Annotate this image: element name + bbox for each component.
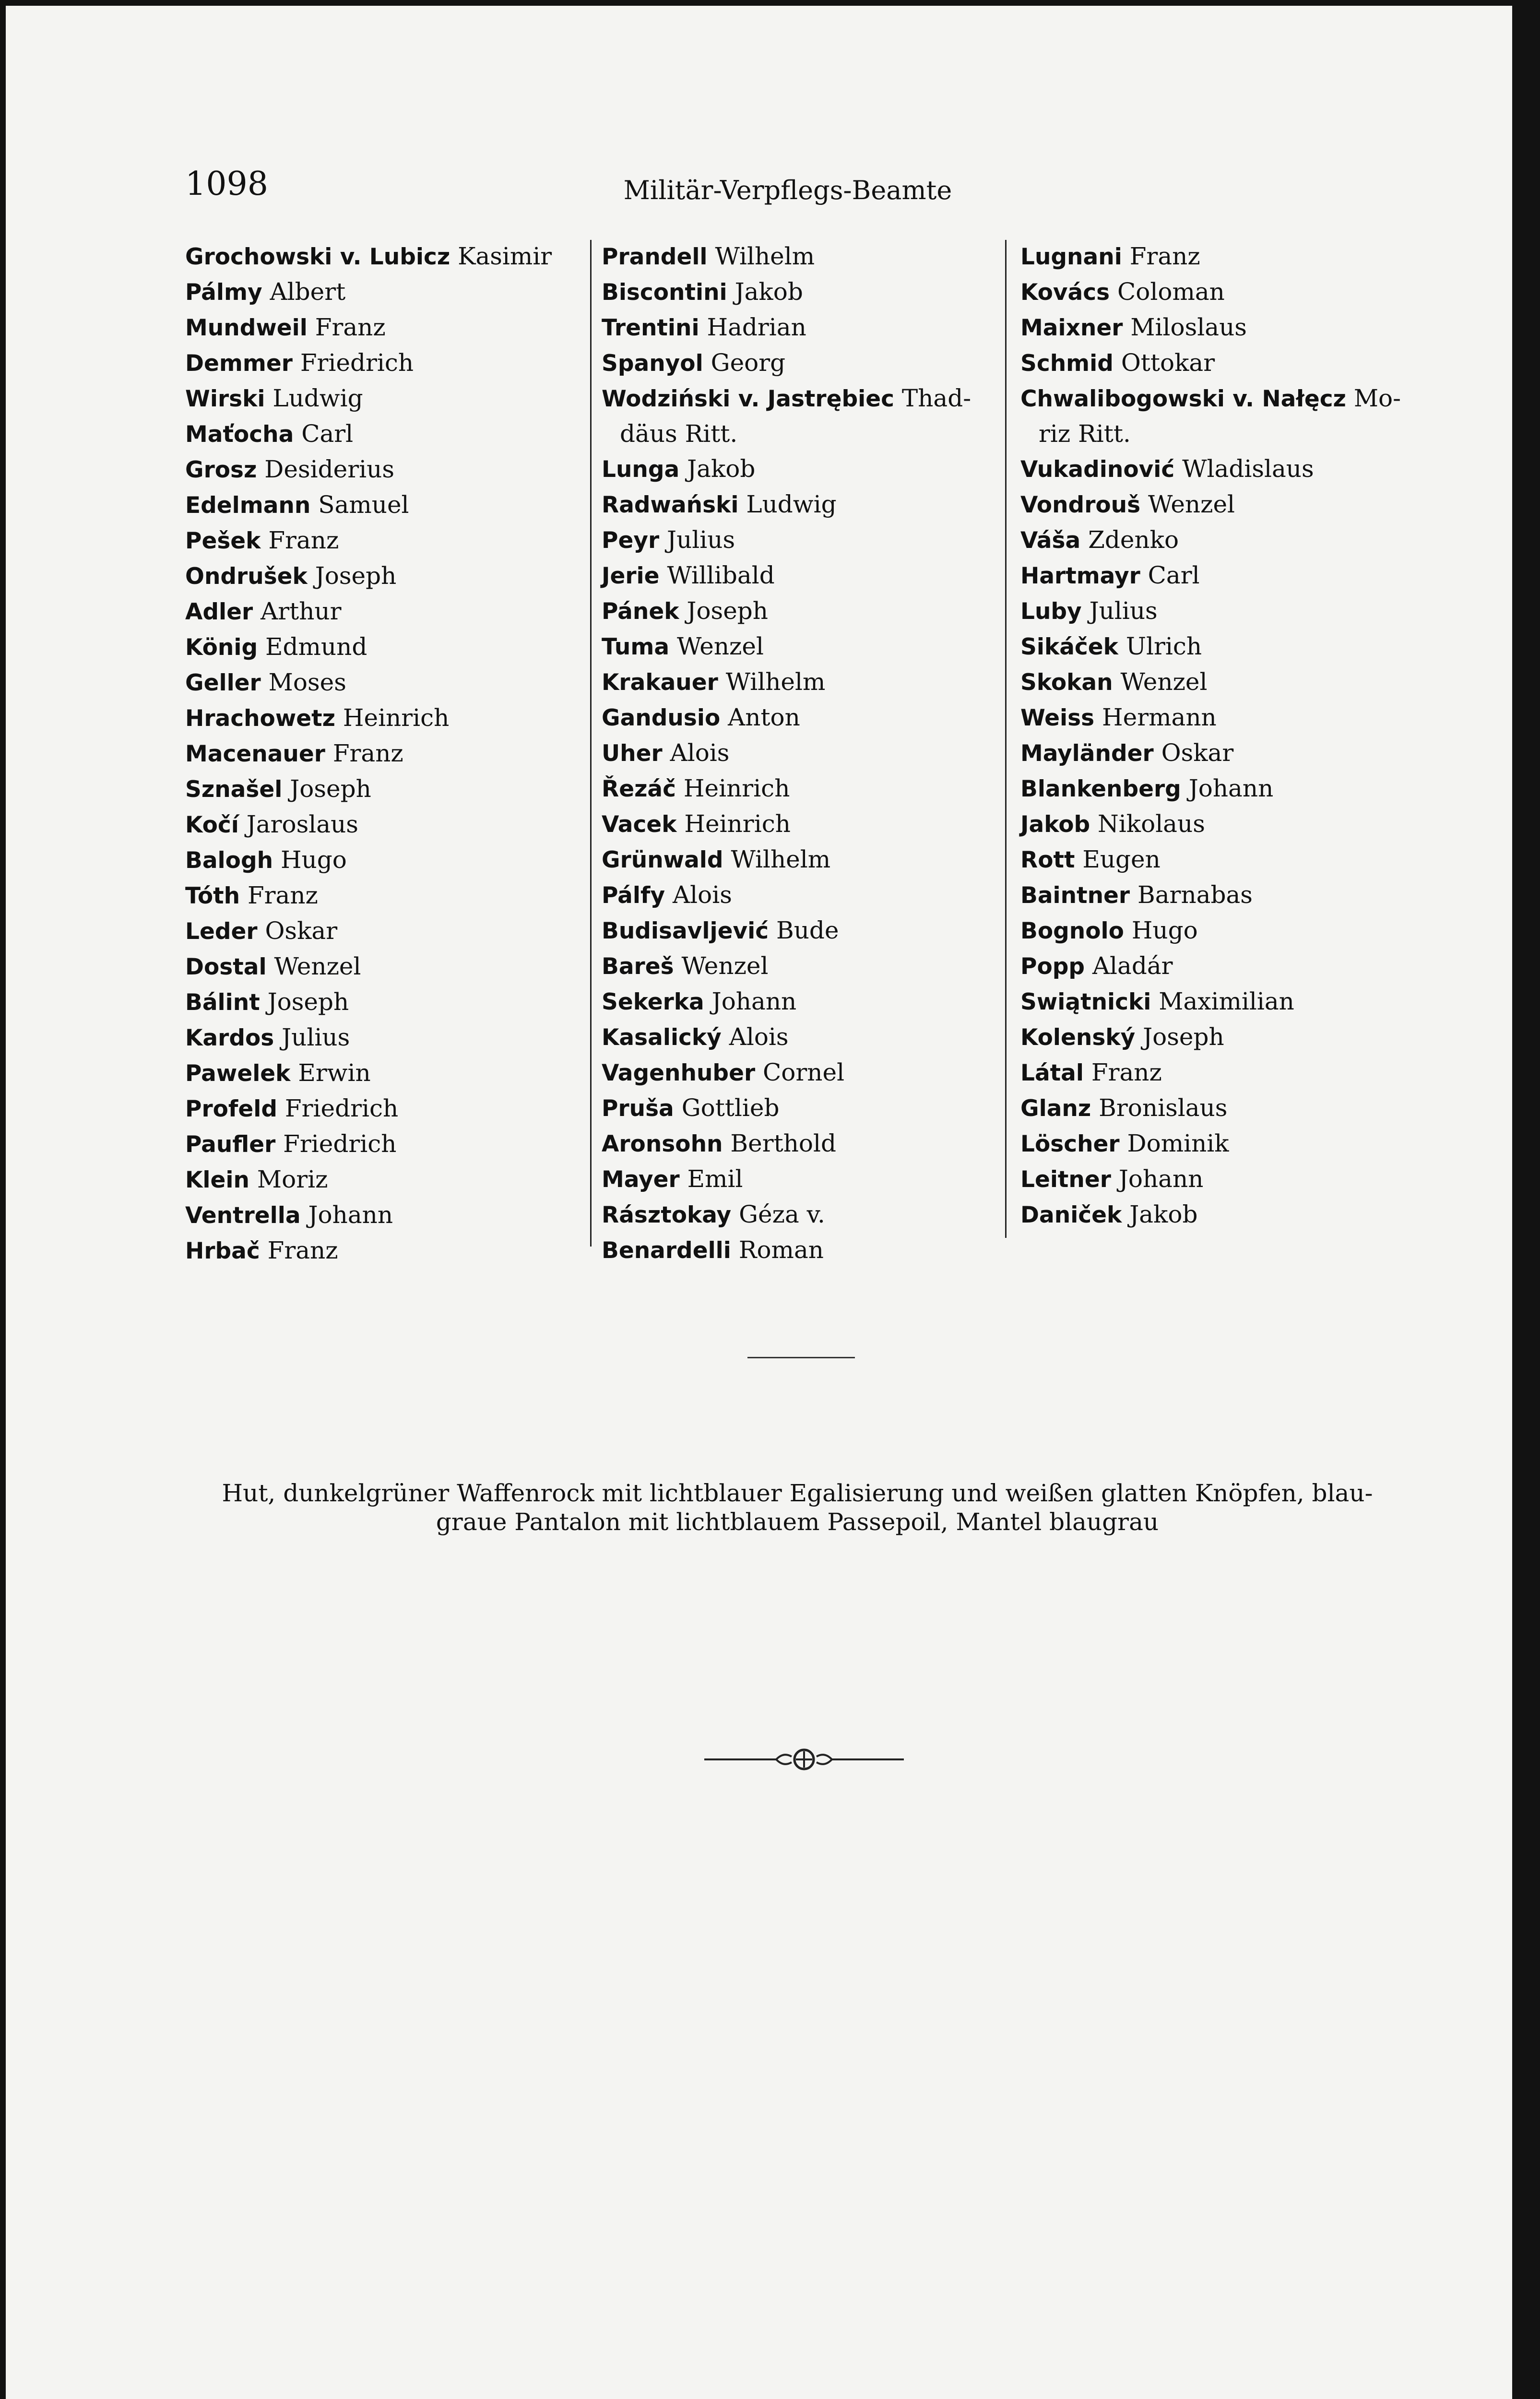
surname: Spanyol [602, 350, 703, 377]
list-item [185, 1127, 588, 1162]
given-name: Hadrian [707, 313, 806, 341]
surname: Kasalický [602, 1024, 722, 1051]
surname: Wodziński v. Jastrębiec [602, 386, 894, 412]
list-item [602, 451, 1005, 487]
given-name: Wilhelm [725, 668, 826, 696]
surname: Löscher [1020, 1131, 1120, 1157]
surname: Tóth [185, 883, 240, 909]
given-name: Wenzel [676, 632, 764, 660]
list-item [602, 913, 1005, 949]
surname: Dostal [185, 954, 267, 980]
given-name: Joseph [267, 988, 349, 1016]
list-item [185, 523, 588, 558]
given-name: Dominik [1127, 1129, 1229, 1157]
list-item [185, 629, 588, 665]
list-item [1020, 381, 1433, 416]
list-item [1020, 345, 1433, 381]
given-name: Wenzel [274, 952, 361, 980]
given-name: Wilhelm [715, 242, 815, 270]
given-name: Wilhelm [731, 845, 831, 873]
surname: Vacek [602, 811, 677, 838]
list-item [602, 1091, 1005, 1126]
given-name: Samuel [318, 491, 409, 519]
list-item [185, 772, 588, 807]
given-name: Oskar [1161, 739, 1234, 767]
given-name: Franz [1091, 1058, 1162, 1086]
given-name: Anton [728, 703, 800, 731]
page-number: 1098 [185, 165, 269, 203]
list-item [602, 665, 1005, 700]
surname: König [185, 634, 258, 661]
given-name: Carl [301, 420, 354, 448]
list-item [185, 985, 588, 1020]
given-name: Ottokar [1121, 349, 1215, 377]
surname: Vukadinović [1020, 456, 1175, 483]
given-name: Edmund [265, 633, 367, 661]
list-item [185, 1020, 588, 1056]
given-name: Wenzel [1120, 668, 1208, 696]
list-item [185, 381, 588, 416]
list-item [602, 487, 1005, 523]
surname: Rott [1020, 847, 1075, 873]
column-rule-right [1005, 240, 1007, 1238]
surname: Peyr [602, 527, 660, 554]
given-name: Joseph [315, 562, 397, 590]
surname: Wirski [185, 386, 265, 412]
surname: Demmer [185, 350, 293, 377]
list-item [1020, 310, 1433, 345]
list-item [602, 1197, 1005, 1233]
document-page [6, 6, 1512, 2399]
uniform-description-line-1: Hut, dunkelgrüner Waffenrock mit lichtblauer Egalisierung und weißen glatten Knöpfen, blau- [222, 1479, 1373, 1507]
list-item [185, 843, 588, 878]
surname: Látal [1020, 1060, 1084, 1086]
surname: Swiątnicki [1020, 989, 1151, 1015]
list-item [185, 558, 588, 594]
surname: Krakauer [602, 669, 718, 696]
list-item [602, 949, 1005, 984]
surname: Vagenhuber [602, 1060, 756, 1086]
list-item [602, 629, 1005, 665]
given-name: Georg [711, 349, 786, 377]
surname: Bálint [185, 989, 260, 1016]
given-name: Franz [247, 881, 318, 909]
given-name: Franz [267, 1236, 338, 1264]
ornament-icon [704, 1743, 904, 1776]
list-item [185, 807, 588, 843]
surname: Paufler [185, 1131, 276, 1158]
list-item [1020, 700, 1433, 736]
given-name: Hugo [1131, 916, 1198, 944]
surname: Bareš [602, 953, 674, 980]
given-name: Cornel [763, 1058, 845, 1086]
given-name: Julius [667, 526, 735, 554]
list-item [1020, 984, 1433, 1020]
list-item [602, 1162, 1005, 1197]
list-item [1020, 451, 1433, 487]
list-item [602, 523, 1005, 558]
surname: Kočí [185, 812, 239, 838]
given-name: Barnabas [1137, 881, 1253, 909]
surname: Leitner [1020, 1166, 1111, 1193]
list-item [602, 771, 1005, 807]
given-name: Oskar [265, 917, 338, 945]
name-column-2 [602, 239, 1005, 1268]
given-name: Franz [268, 526, 339, 554]
given-name: Aladár [1092, 952, 1173, 980]
surname: Hartmayr [1020, 563, 1140, 589]
list-item [602, 239, 1005, 274]
name-column-1 [185, 239, 588, 1269]
list-item [185, 1233, 588, 1269]
given-name: Roman [738, 1236, 824, 1264]
running-title: Militär-Verpflegs-Beamte [623, 175, 952, 205]
given-name: Kasimir [458, 242, 552, 270]
surname: Sikáček [1020, 634, 1118, 660]
surname: Hrbač [185, 1238, 260, 1264]
section-divider [747, 1357, 855, 1358]
surname: Pešek [185, 528, 261, 554]
surname: Trentini [602, 315, 699, 341]
surname: Pawelek [185, 1060, 291, 1087]
given-name: Wenzel [681, 952, 769, 980]
given-name: Johann [308, 1201, 393, 1229]
given-name: Friedrich [300, 349, 414, 377]
given-name: Hermann [1102, 703, 1217, 731]
surname: Geller [185, 670, 261, 696]
name-column-3 [1020, 239, 1433, 1233]
list-item [185, 914, 588, 949]
given-name: Joseph [687, 597, 769, 625]
list-item [602, 274, 1005, 310]
surname: Weiss [1020, 705, 1095, 731]
given-name: Erwin [298, 1059, 371, 1087]
surname: Lugnani [1020, 244, 1122, 270]
given-name: Ulrich [1125, 632, 1202, 660]
list-item [1020, 487, 1433, 523]
list-item [1020, 842, 1433, 878]
given-name: Franz [332, 739, 403, 767]
list-item [1020, 1055, 1433, 1091]
surname: Jerie [602, 563, 660, 589]
list-item [1020, 1197, 1433, 1233]
list-item [1020, 807, 1433, 842]
list-item [1020, 665, 1433, 700]
surname: Bognolo [1020, 918, 1124, 944]
list-item [602, 878, 1005, 913]
surname: Leder [185, 918, 258, 945]
surname: Kovács [1020, 279, 1110, 306]
list-item [602, 558, 1005, 594]
surname: Schmid [1020, 350, 1114, 377]
surname: Hrachowetz [185, 705, 335, 732]
given-name: Zdenko [1088, 526, 1179, 554]
given-name: Joseph [1143, 1023, 1224, 1051]
surname: Gandusio [602, 705, 721, 731]
surname: Jakob [1020, 811, 1090, 838]
list-item [1020, 1162, 1433, 1197]
list-item [1020, 629, 1433, 665]
given-name: Bude [776, 916, 839, 944]
list-item [602, 1126, 1005, 1162]
surname: Pruša [602, 1095, 674, 1122]
surname: Prandell [602, 244, 708, 270]
list-item [602, 1233, 1005, 1268]
list-item [185, 1198, 588, 1233]
surname: Váša [1020, 527, 1081, 554]
given-name: Franz [1129, 242, 1200, 270]
list-item [185, 452, 588, 487]
list-item [1020, 239, 1433, 274]
list-item [602, 381, 1005, 416]
given-name: riz Ritt. [1039, 420, 1131, 448]
surname: Grosz [185, 457, 257, 483]
surname: Uher [602, 740, 663, 767]
surname: Adler [185, 599, 253, 625]
given-name: Gottlieb [681, 1094, 780, 1122]
given-name: Emil [687, 1165, 743, 1193]
given-name: Joseph [290, 775, 371, 803]
given-name: Moriz [257, 1165, 328, 1193]
given-name: Ludwig [746, 490, 837, 518]
list-item [185, 345, 588, 381]
given-name: Nikolaus [1098, 810, 1205, 838]
list-item [185, 594, 588, 629]
list-item [602, 310, 1005, 345]
given-name: Mo- [1353, 384, 1401, 412]
list-item [1020, 949, 1433, 984]
column-rule-left [590, 240, 592, 1247]
given-name: Heinrich [684, 810, 791, 838]
list-item [185, 736, 588, 772]
uniform-description [164, 1479, 1431, 1536]
given-name: Wenzel [1148, 490, 1235, 518]
given-name: Berthold [730, 1129, 837, 1157]
list-item [602, 842, 1005, 878]
given-name: Maximilian [1159, 987, 1294, 1015]
surname: Glanz [1020, 1095, 1091, 1122]
surname: Lunga [602, 456, 680, 483]
surname: Aronsohn [602, 1131, 723, 1157]
given-name: Friedrich [284, 1094, 399, 1122]
given-name: Bronislaus [1099, 1094, 1228, 1122]
surname: Řezáč [602, 776, 676, 802]
given-name: Heinrich [343, 704, 450, 732]
list-item [602, 416, 1005, 451]
list-item [185, 665, 588, 701]
list-item [1020, 274, 1433, 310]
list-item [602, 594, 1005, 629]
given-name: Albert [270, 278, 346, 306]
surname: Sznašel [185, 776, 283, 803]
surname: Pánek [602, 598, 679, 625]
surname: Baintner [1020, 882, 1130, 909]
list-item [185, 1091, 588, 1127]
given-name: Hugo [280, 846, 347, 874]
given-name: Johann [711, 987, 797, 1015]
surname: Balogh [185, 847, 273, 874]
surname: Sekerka [602, 989, 704, 1015]
given-name: Desiderius [264, 455, 394, 483]
given-name: Eugen [1082, 845, 1161, 873]
given-name: Jakob [1129, 1200, 1198, 1228]
surname: Maixner [1020, 315, 1123, 341]
given-name: Jaroslaus [246, 810, 358, 838]
list-item [1020, 913, 1433, 949]
list-item [1020, 594, 1433, 629]
surname: Rásztokay [602, 1202, 732, 1228]
surname: Mayländer [1020, 740, 1154, 767]
given-name: Ludwig [272, 384, 363, 412]
list-item [1020, 523, 1433, 558]
list-item [185, 1056, 588, 1091]
given-name: Heinrich [683, 774, 790, 802]
surname: Benardelli [602, 1237, 731, 1264]
list-item [185, 701, 588, 736]
surname: Klein [185, 1167, 249, 1193]
list-item [602, 807, 1005, 842]
given-name: Friedrich [283, 1130, 397, 1158]
surname: Luby [1020, 598, 1082, 625]
list-item [1020, 1020, 1433, 1055]
given-name: Alois [673, 881, 732, 909]
surname: Maťocha [185, 421, 294, 448]
given-name: Moses [268, 668, 346, 696]
surname: Pálmy [185, 279, 262, 306]
surname: Ondrušek [185, 563, 308, 590]
list-item [602, 984, 1005, 1020]
list-item [602, 345, 1005, 381]
given-name: Johann [1188, 774, 1274, 802]
surname: Edelmann [185, 492, 311, 519]
surname: Grünwald [602, 847, 723, 873]
list-item [185, 1162, 588, 1198]
given-name: Johann [1118, 1165, 1204, 1193]
list-item [185, 416, 588, 452]
surname: Profeld [185, 1096, 277, 1122]
surname: Skokan [1020, 669, 1113, 696]
given-name: Jakob [734, 278, 803, 306]
surname: Kardos [185, 1025, 274, 1051]
list-item [1020, 736, 1433, 771]
list-item [1020, 416, 1433, 451]
list-item [1020, 771, 1433, 807]
given-name: Franz [315, 313, 386, 341]
list-item [185, 239, 588, 274]
list-item [602, 736, 1005, 771]
list-item [185, 878, 588, 914]
given-name: Wladislaus [1182, 455, 1314, 483]
list-item [185, 274, 588, 310]
given-name: Géza v. [739, 1200, 825, 1228]
list-item [185, 487, 588, 523]
given-name: Julius [1089, 597, 1158, 625]
list-item [1020, 1126, 1433, 1162]
given-name: Jakob [687, 455, 756, 483]
list-item [1020, 558, 1433, 594]
surname: Budisavljević [602, 918, 769, 944]
given-name: däus Ritt. [620, 420, 738, 448]
surname: Radwański [602, 492, 739, 518]
surname: Ventrella [185, 1202, 301, 1229]
given-name: Alois [729, 1023, 789, 1051]
surname: Macenauer [185, 741, 325, 767]
surname: Biscontini [602, 279, 727, 306]
surname: Popp [1020, 953, 1085, 980]
given-name: Coloman [1117, 278, 1225, 306]
surname: Mundweil [185, 315, 308, 341]
list-item [185, 949, 588, 985]
surname: Kolenský [1020, 1024, 1136, 1051]
surname: Pálfy [602, 882, 665, 909]
given-name: Alois [670, 739, 730, 767]
uniform-description-line-2: graue Pantalon mit lichtblauem Passepoil, Mantel blaugrau [436, 1508, 1159, 1536]
surname: Vondrouš [1020, 492, 1141, 518]
surname: Mayer [602, 1166, 680, 1193]
given-name: Carl [1148, 561, 1200, 589]
surname: Daniček [1020, 1202, 1122, 1228]
given-name: Miloslaus [1130, 313, 1247, 341]
given-name: Julius [282, 1023, 350, 1051]
surname: Tuma [602, 634, 670, 660]
surname: Chwalibogowski v. Nałęcz [1020, 386, 1346, 412]
surname: Blankenberg [1020, 776, 1181, 802]
given-name: Willibald [667, 561, 775, 589]
list-item [1020, 1091, 1433, 1126]
list-item [185, 310, 588, 345]
list-item [602, 700, 1005, 736]
given-name: Arthur [261, 597, 342, 625]
list-item [602, 1055, 1005, 1091]
list-item [1020, 878, 1433, 913]
list-item [602, 1020, 1005, 1055]
surname: Grochowski v. Lubicz [185, 244, 450, 270]
given-name: Thad- [901, 384, 971, 412]
